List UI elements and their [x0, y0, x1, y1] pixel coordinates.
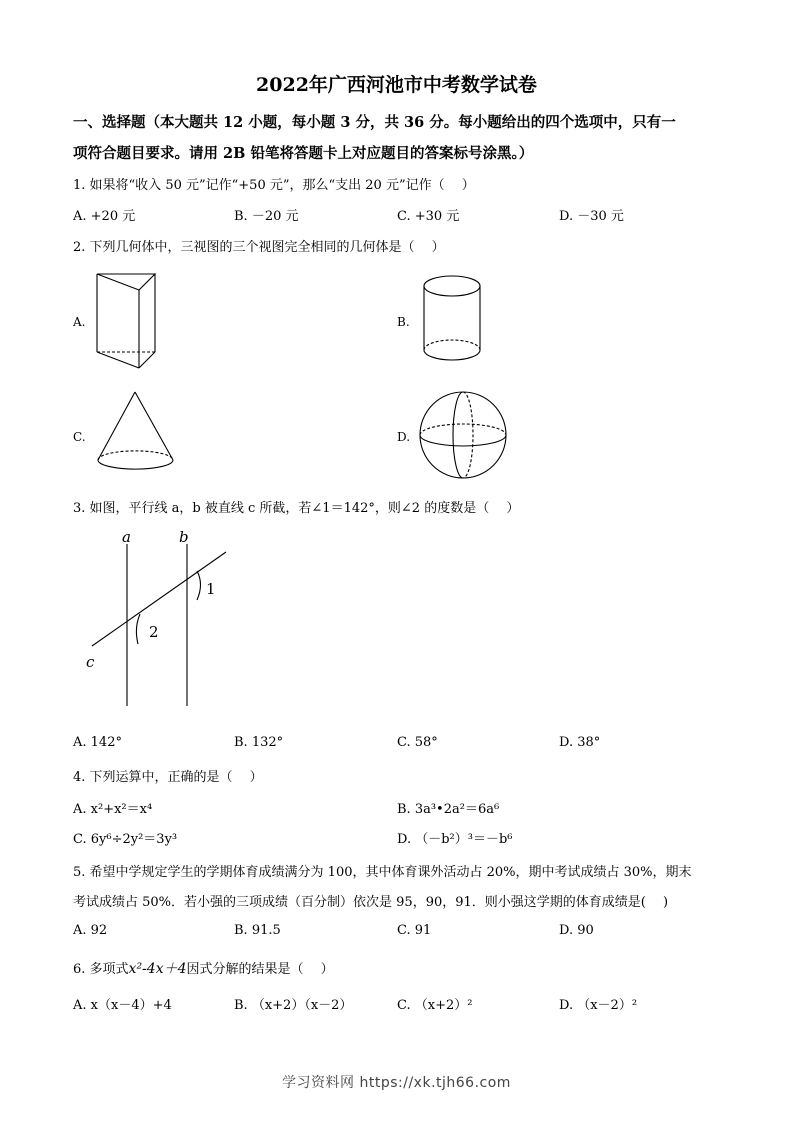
q4-option-a: A. x²+x²＝x⁴: [73, 802, 153, 817]
page-title: 2022年广西河池市中考数学试卷: [256, 74, 537, 96]
q1-option-b: B. －20 元: [234, 209, 299, 224]
question-3-stem: 3. 如图，平行线 a，b 被直线 c 所截，若∠1＝142°，则∠2 的度数是（ ）: [73, 501, 520, 516]
question-2-stem: 2. 下列几何体中，三视图的三个视图完全相同的几何体是（ ）: [73, 240, 445, 255]
label-line-a: a: [122, 528, 131, 546]
q4-option-b: B. 3a³•2a²＝6a⁶: [397, 802, 500, 817]
q6-option-d: D. （x－2）²: [559, 998, 638, 1013]
q3-option-b: B. 132°: [234, 735, 284, 750]
q5-option-d: D. 90: [559, 923, 594, 938]
q3-option-a: A. 142°: [73, 735, 122, 750]
label-line-b: b: [179, 528, 189, 546]
question-6-stem: [73, 958, 334, 978]
q4-option-d: D. （－b²）³＝－b⁶: [397, 832, 513, 847]
q6-option-c: C. （x+2）²: [397, 998, 473, 1013]
q3-option-c: C. 58°: [397, 735, 438, 750]
section-heading-line1: 一、选择题（本大题共 12 小题，每小题 3 分，共 36 分。每小题给出的四个选项中，只有一: [73, 114, 676, 131]
q2-label-a: A.: [73, 315, 86, 329]
label-angle-1: 1: [206, 580, 216, 598]
q5-option-a: A. 92: [73, 923, 108, 938]
cylinder-figure: [422, 274, 486, 364]
q5-option-b: B. 91.5: [234, 923, 281, 938]
sphere-figure: [418, 390, 510, 482]
angle-2-arc: [136, 614, 140, 644]
q2-label-b: B.: [397, 315, 410, 329]
q5-option-c: C. 91: [397, 923, 432, 938]
q2-label-d: D.: [397, 430, 411, 444]
label-line-c: c: [86, 653, 95, 671]
triangular-prism-figure: [95, 272, 165, 372]
q6-stem-prefix: 6. 多项式: [73, 962, 129, 977]
cone-figure: [95, 390, 177, 474]
question-4-stem: 4. 下列运算中，正确的是（ ）: [73, 770, 263, 785]
angle-1-arc: [197, 571, 201, 600]
q6-option-b: B. （x+2）（x－2）: [234, 998, 353, 1013]
q1-option-d: D. －30 元: [559, 209, 624, 224]
question-5-stem-line2: 考试成绩占 50%．若小强的三项成绩（百分制）依次是 95，90，91．则小强这学期的体育成绩是( ): [73, 895, 669, 910]
q4-option-c: C. 6y⁶÷2y²＝3y³: [73, 832, 178, 847]
q6-expression: x²-4x＋4: [128, 961, 187, 977]
q1-option-a: A. +20 元: [73, 209, 136, 224]
label-angle-2: 2: [149, 623, 159, 641]
question-1-stem: 1. 如果将“收入 50 元”记作“+50 元”，那么“支出 20 元”记作（ ）: [73, 178, 475, 193]
question-5-stem-line1: 5. 希望中学规定学生的学期体育成绩满分为 100，其中体育课外活动占 20%，期中考试成绩占 30%，期末: [73, 865, 692, 880]
q2-label-c: C.: [73, 430, 86, 444]
q6-option-a: A. x（x－4）+4: [73, 998, 172, 1013]
q1-option-c: C. +30 元: [397, 209, 460, 224]
section-heading-line2: 项符合题目要求。请用 2B 铅笔将答题卡上对应题目的答案标号涂黑。）: [73, 145, 534, 162]
parallel-lines-figure: [80, 528, 240, 713]
q6-stem-suffix: 因式分解的结果是（ ）: [186, 962, 334, 977]
footer-watermark: 学习资料网 https://xk.tjh66.com: [282, 1075, 511, 1091]
line-c: [92, 552, 226, 646]
q3-option-d: D. 38°: [559, 735, 601, 750]
